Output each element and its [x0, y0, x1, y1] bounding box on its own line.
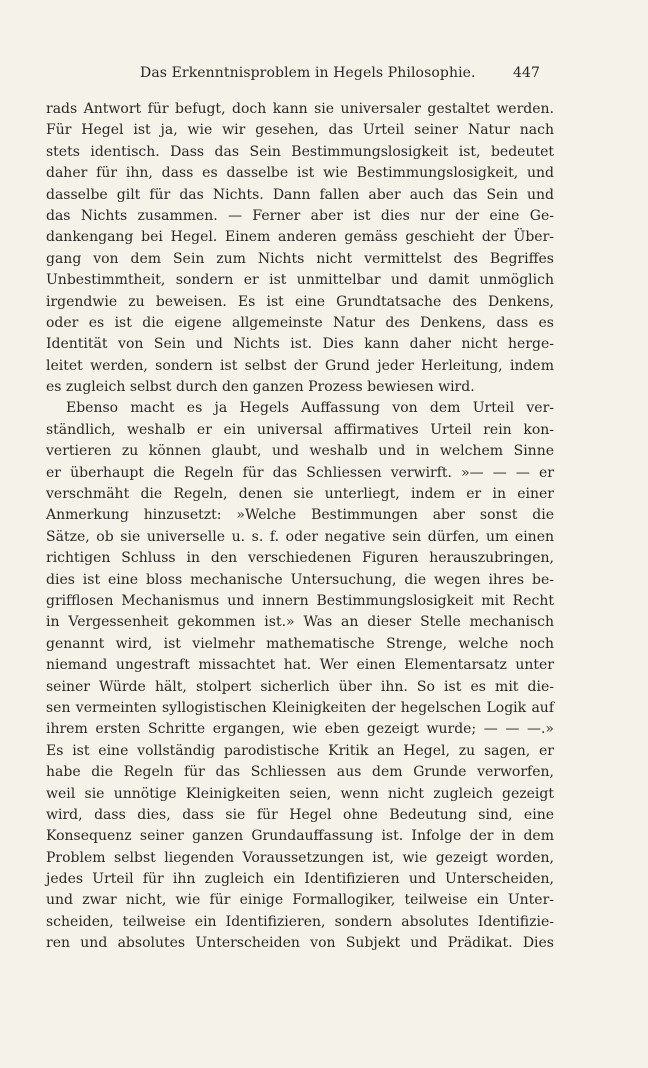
text-line: vertieren zu können glaubt, und weshalb und in welchem Sinne	[46, 443, 554, 460]
text-line: gang von dem Sein zum Nichts nicht vermittelst des Begriffes	[46, 250, 554, 267]
text-line: jedes Urteil für ihn zugleich ein Identifizieren und Unterscheiden,	[46, 871, 554, 888]
text-line: dasselbe gilt für das Nichts. Dann fallen aber auch das Sein und	[46, 186, 554, 203]
running-title: Das Erkenntnisproblem in Hegels Philosophie.	[140, 65, 476, 81]
text-line: ständlich, weshalb er ein universal affirmatives Urteil rein kon-	[46, 421, 554, 438]
page-number: 447	[512, 65, 540, 81]
text-line: sen vermeinten syllogistischen Kleinigkeiten der hegelschen Logik auf	[46, 699, 554, 716]
text-line: und zwar nicht, wie für einige Formallogiker, teilweise ein Unter-	[46, 892, 554, 909]
text-line: irgendwie zu beweisen. Es ist eine Grundtatsache des Denkens,	[46, 293, 554, 310]
text-line: richtigen Schluss in den verschiedenen Figuren herauszubringen,	[46, 550, 554, 567]
text-line: Sätze, ob sie universelle u. s. f. oder negative sein dürfen, um einen	[46, 528, 554, 545]
text-line: Identität von Sein und Nichts ist. Dies kann daher nicht herge-	[46, 336, 554, 353]
text-line: ren und absolutes Unterscheiden von Subjekt und Prädikat. Dies	[46, 935, 554, 952]
text-line: Konsequenz seiner ganzen Grundauffassung ist. Infolge der in dem	[46, 828, 554, 845]
text-line: scheiden, teilweise ein Identifizieren, sondern absolutes Identifizie-	[46, 913, 554, 930]
body-text	[46, 99, 554, 955]
text-line: stets identisch. Dass das Sein Bestimmungslosigkeit ist, bedeutet	[46, 143, 554, 160]
text-line: Unbestimmtheit, sondern er ist unmittelbar und damit unmöglich	[46, 272, 554, 289]
text-line: er überhaupt die Regeln für das Schliessen verwirft. »— — — er	[46, 464, 554, 481]
text-line: wird, dass dies, dass sie für Hegel ohne Bedeutung sind, eine	[46, 806, 554, 823]
text-line: Es ist eine vollständig parodistische Kritik an Hegel, zu sagen, er	[46, 742, 554, 759]
text-line: dies ist eine bloss mechanische Untersuchung, die wegen ihres be-	[46, 571, 554, 588]
text-line: oder es ist die eigene allgemeinste Natur des Denkens, dass es	[46, 314, 554, 331]
text-line: daher für ihn, dass es dasselbe ist wie Bestimmungslosigkeit, und	[46, 165, 554, 182]
text-line: grifflosen Mechanismus und innern Bestimmungslosigkeit mit Recht	[46, 592, 554, 609]
text-line: das Nichts zusammen. — Ferner aber ist dies nur der eine Ge-	[46, 207, 554, 224]
text-line: weil sie unnötige Kleinigkeiten seien, wenn nicht zugleich gezeigt	[46, 785, 554, 802]
running-head	[140, 63, 540, 83]
text-line: niemand ungestraft missachtet hat. Wer einen Elementarsatz unter	[46, 657, 554, 674]
text-line: verschmäht die Regeln, denen sie unterliegt, indem er in einer	[46, 486, 554, 503]
text-line: dankengang bei Hegel. Einem anderen gemäss geschieht der Über-	[46, 229, 554, 246]
text-line: genannt wird, ist vielmehr mathematische Strenge, welche noch	[46, 635, 554, 652]
text-line: Anmerkung hinzusetzt: »Welche Bestimmungen aber sonst die	[46, 507, 554, 524]
text-line: Für Hegel ist ja, wie wir gesehen, das Urteil seiner Natur nach	[46, 122, 554, 139]
text-line: es zugleich selbst durch den ganzen Prozess bewiesen wird.	[46, 379, 475, 396]
text-line: leitet werden, sondern ist selbst der Grund jeder Herleitung, indem	[46, 357, 554, 374]
text-line: rads Antwort für befugt, doch kann sie universaler gestaltet werden.	[46, 101, 554, 117]
text-line: seiner Würde hält, stolpert sicherlich über ihn. So ist es mit die-	[46, 678, 554, 695]
text-line: habe die Regeln für das Schliessen aus dem Grunde verworfen,	[46, 764, 554, 781]
text-line: Problem selbst liegenden Voraussetzungen ist, wie gezeigt worden,	[46, 849, 554, 866]
text-line: Ebenso macht es ja Hegels Auffassung von dem Urteil ver-	[66, 400, 554, 417]
text-line: in Vergessenheit gekommen ist.» Was an dieser Stelle mechanisch	[46, 614, 554, 631]
text-line: ihrem ersten Schritte ergangen, wie eben gezeigt wurde; — — —.»	[46, 721, 554, 738]
